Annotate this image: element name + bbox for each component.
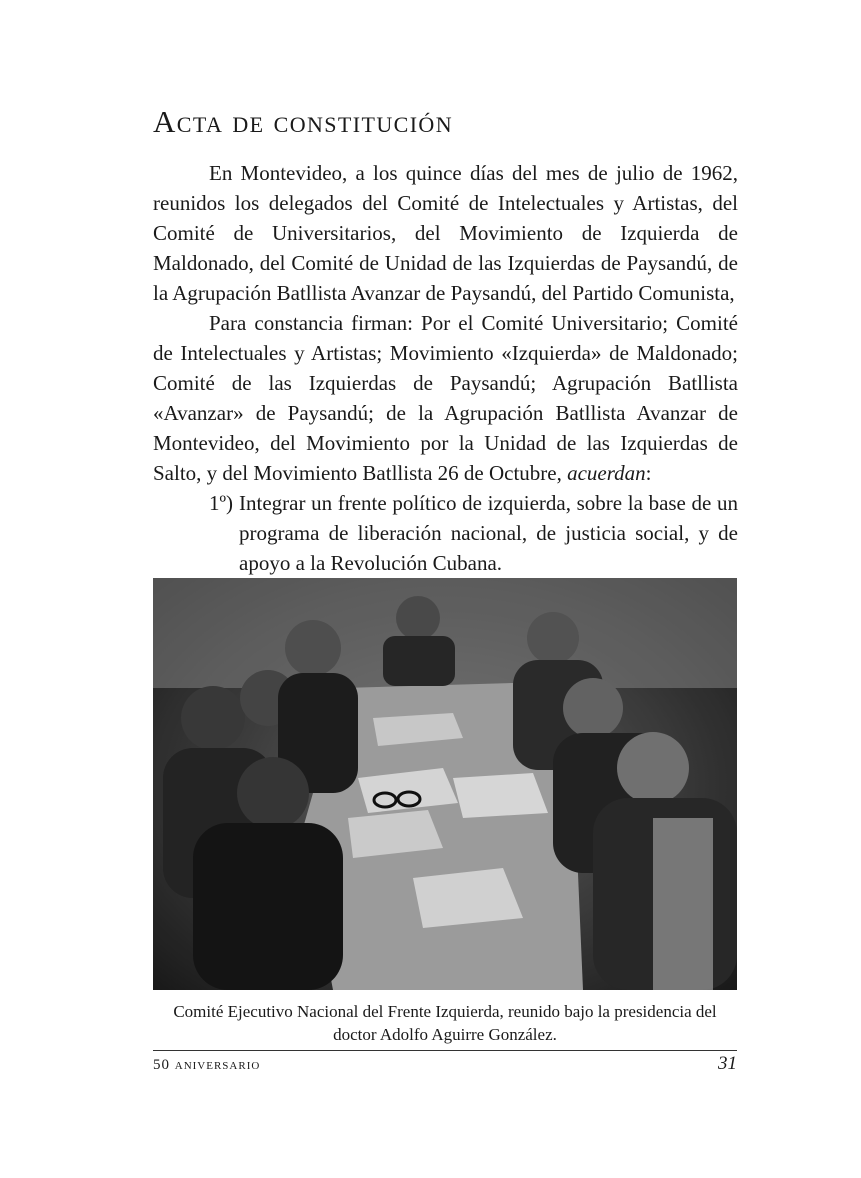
meeting-photo: [153, 578, 737, 990]
meeting-photo-illustration: [153, 578, 737, 990]
paragraph-2-text: Para constancia firman: Por el Comité Universitario; Comité de Intelectuales y Artistas; Movimiento «Izquierda» de Maldonado; Comité de las Izquierdas de Paysandú; Agrupación Batllista «Avanzar» de Paysandú; de la Agrupación Batllista Avanzar de Montevideo, del Movimiento por la Unidad de las Izquierdas de Salto, y del Movimiento Batllista 26 de Octubre,: [153, 311, 738, 485]
footer-rule: [153, 1050, 737, 1051]
list-item-number: 1º): [209, 491, 234, 515]
body-text: [153, 158, 738, 578]
paragraph-2-end: :: [645, 461, 652, 485]
paragraph-1: En Montevideo, a los quince días del mes de julio de 1962, reunidos los delegados del Comité de Intelectuales y Artistas, del Comité de Universitarios, del Movimiento de Izquierda de Maldonado, del Comité de Unidad de las Izquierdas de Paysandú, de la Agrupación Batllista Avanzar de Paysandú, del Partido Comunista,: [153, 161, 738, 305]
photo-caption: Comité Ejecutivo Nacional del Frente Izquierda, reunido bajo la presidencia del doctor Adolfo Aguirre González.: [173, 1002, 717, 1044]
paragraph-2: [153, 308, 738, 488]
page-title: Acta de constitución: [153, 104, 454, 139]
paragraph-2-emphasis: acuerdan: [567, 461, 646, 485]
list-item-text: Integrar un frente político de izquierda, sobre la base de un programa de liberación nacional, de justicia social, y de apoyo a la Revolución Cubana.: [239, 491, 738, 575]
running-footer: 50 aniversario: [153, 1057, 261, 1073]
list-item: [153, 488, 738, 578]
page-number: 31: [718, 1053, 737, 1074]
